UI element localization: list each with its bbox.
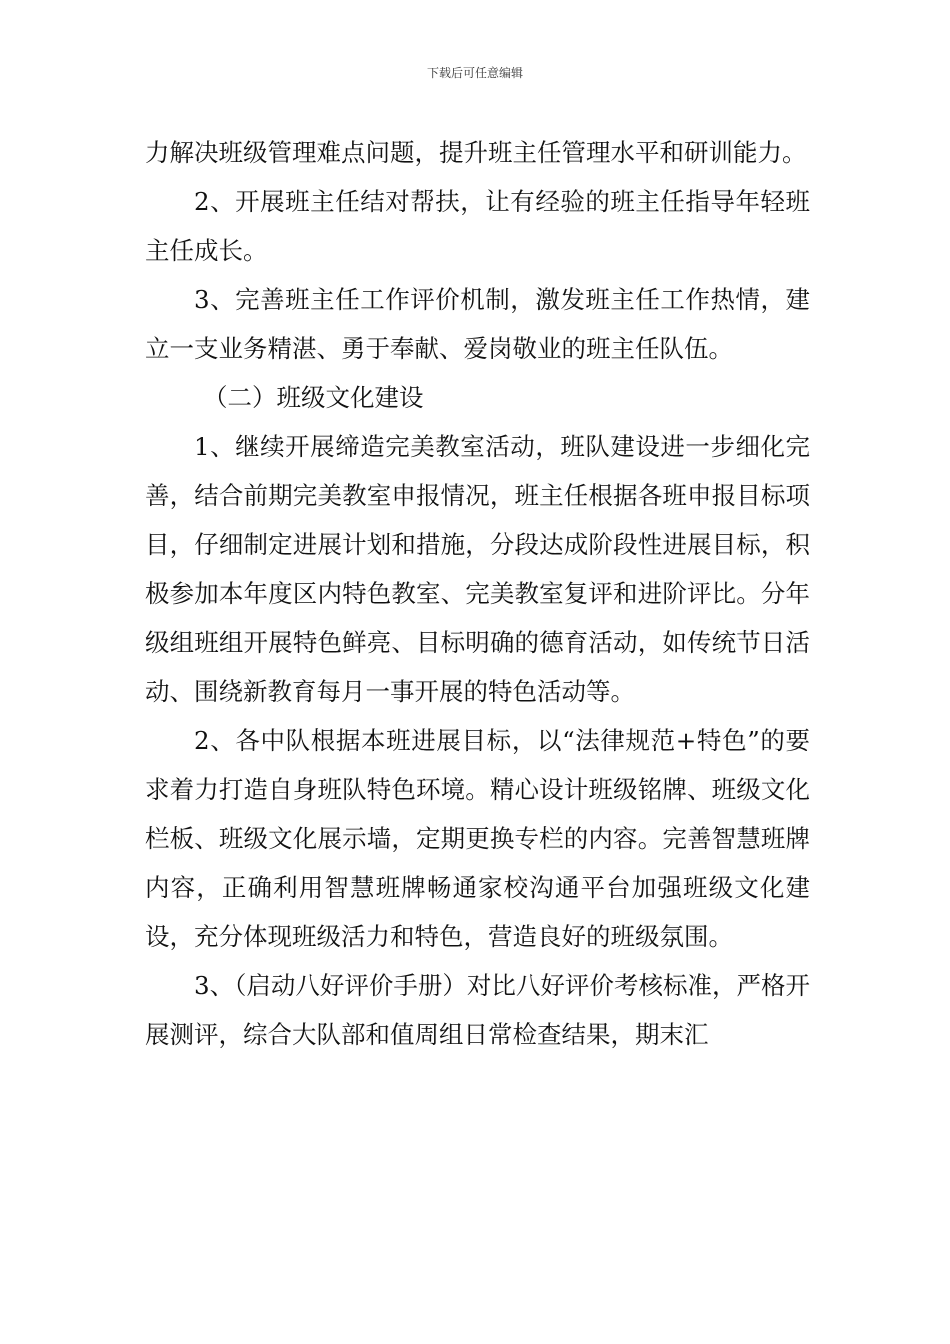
paragraph-culture-2: 2、各中队根据本班进展目标，以“法律规范+特色”的要求着力打造自身班队特色环境。精心设计班级铭牌、班级文化栏板、班级文化展示墙，定期更换专栏的内容。完善智慧班牌内容，正确利用智慧班牌畅通家校沟通平台加强班级文化建设，充分体现班级活力和特色，营造良好的班级氛围。: [145, 726, 810, 951]
page-header: 下载后可任意编辑: [426, 66, 523, 80]
paragraph-continuation: 力解决班级管理难点问题，提升班主任管理水平和研训能力。: [145, 138, 807, 167]
paragraph-item-3: 3、完善班主任工作评价机制，激发班主任工作热情，建立一支业务精湛、勇于奉献、爱岗敬业的班主任队伍。: [145, 285, 810, 363]
paragraph-culture-1: 1、继续开展缔造完美教室活动，班队建设进一步细化完善，结合前期完美教室申报情况，班主任根据各班申报目标项目，仔细制定进展计划和措施，分段达成阶段性进展目标，积极参加本年度区内特色教室、完美教室复评和进阶评比。分年级组班组开展特色鲜亮、目标明确的德育活动，如传统节日活动、围绕新教育每月一事开展的特色活动等。: [145, 432, 810, 706]
section-heading: （二）班级文化建设: [203, 383, 424, 412]
document-body: [145, 128, 810, 1059]
paragraph-item-2: 2、开展班主任结对帮扶，让有经验的班主任指导年轻班主任成长。: [145, 187, 810, 265]
paragraph-culture-3: 3、（启动八好评价手册）对比八好评价考核标准，严格开展测评，综合大队部和值周组日常检查结果，期末汇: [145, 971, 810, 1049]
